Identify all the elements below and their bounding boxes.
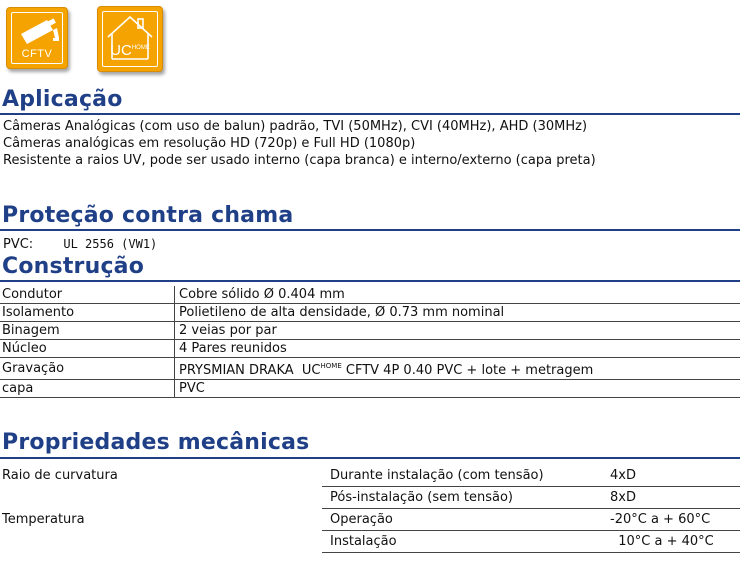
table-row	[0, 304, 740, 322]
mech-value: 4xD	[602, 465, 740, 487]
spec-value: Polietileno de alta densidade, Ø 0.73 mm nominal	[175, 304, 740, 322]
construcao-table	[0, 286, 740, 398]
aplicacao-line: Câmeras analógicas em resolução HD (720p) e Full HD (1080p)	[3, 136, 416, 151]
table-row	[0, 286, 740, 304]
protecao-value: UL 2556 (VW1)	[63, 237, 158, 251]
spec-key: Binagem	[0, 322, 175, 340]
section-title-construcao: Construção	[2, 254, 145, 279]
mech-condition: Durante instalação (com tensão)	[322, 465, 602, 487]
table-row	[0, 322, 740, 340]
table-row	[0, 487, 740, 509]
section-title-aplicacao: Aplicação	[2, 87, 123, 112]
table-row	[0, 531, 740, 553]
mech-condition: Instalação	[322, 531, 602, 553]
mech-group	[0, 531, 322, 553]
section-divider	[0, 113, 740, 115]
cftv-icon	[6, 7, 68, 69]
table-row	[0, 358, 740, 380]
table-row	[0, 340, 740, 358]
uc-home-label	[98, 42, 162, 59]
house-icon	[98, 7, 162, 71]
mech-condition: Operação	[322, 509, 602, 531]
uc-text: UC	[110, 42, 132, 59]
spec-value	[175, 358, 740, 380]
table-row	[0, 380, 740, 398]
table-row	[0, 509, 740, 531]
spec-value: Cobre sólido Ø 0.404 mm	[175, 286, 740, 304]
spec-key: capa	[0, 380, 175, 398]
section-title-protecao: Proteção contra chama	[2, 203, 294, 228]
aplicacao-line: Resistente a raios UV, pode ser usado interno (capa branca) e interno/externo (capa preta)	[3, 153, 596, 168]
mech-condition: Pós-instalação (sem tensão)	[322, 487, 602, 509]
spec-key: Isolamento	[0, 304, 175, 322]
mech-group	[0, 487, 322, 509]
spec-key: Condutor	[0, 286, 175, 304]
aplicacao-line: Câmeras Analógicas (com uso de balun) padrão, TVI (50MHz), CVI (40MHz), AHD (30MHz)	[3, 119, 588, 134]
mech-value: -20°C a + 60°C	[602, 509, 740, 531]
uc-home-icon	[97, 6, 163, 72]
gravacao-sup: HOME	[320, 362, 342, 370]
mech-group: Temperatura	[2, 512, 85, 527]
spec-key: Gravação	[0, 358, 175, 380]
protecao-row	[3, 237, 157, 252]
gravacao-text: PRYSMIAN DRAKA UC	[179, 363, 321, 378]
spec-value: 4 Pares reunidos	[175, 340, 740, 358]
section-divider	[0, 229, 740, 231]
gravacao-text-rest: CFTV 4P 0.40 PVC + lote + metragem	[341, 363, 594, 378]
spec-value: 2 veias por par	[175, 322, 740, 340]
mech-group: Raio de curvatura	[2, 468, 118, 484]
spec-value: PVC	[175, 380, 740, 398]
mecanicas-table	[0, 465, 740, 553]
protecao-label: PVC:	[3, 237, 34, 252]
table-row	[0, 465, 740, 487]
cftv-label: CFTV	[21, 48, 53, 60]
mech-value: 8xD	[602, 487, 740, 509]
section-divider	[0, 457, 740, 459]
spec-key: Núcleo	[0, 340, 175, 358]
section-divider	[0, 280, 740, 282]
mech-value: 10°C a + 40°C	[602, 531, 740, 553]
section-title-mecanicas: Propriedades mecânicas	[2, 430, 310, 455]
uc-sup-text: HOME	[131, 45, 150, 51]
